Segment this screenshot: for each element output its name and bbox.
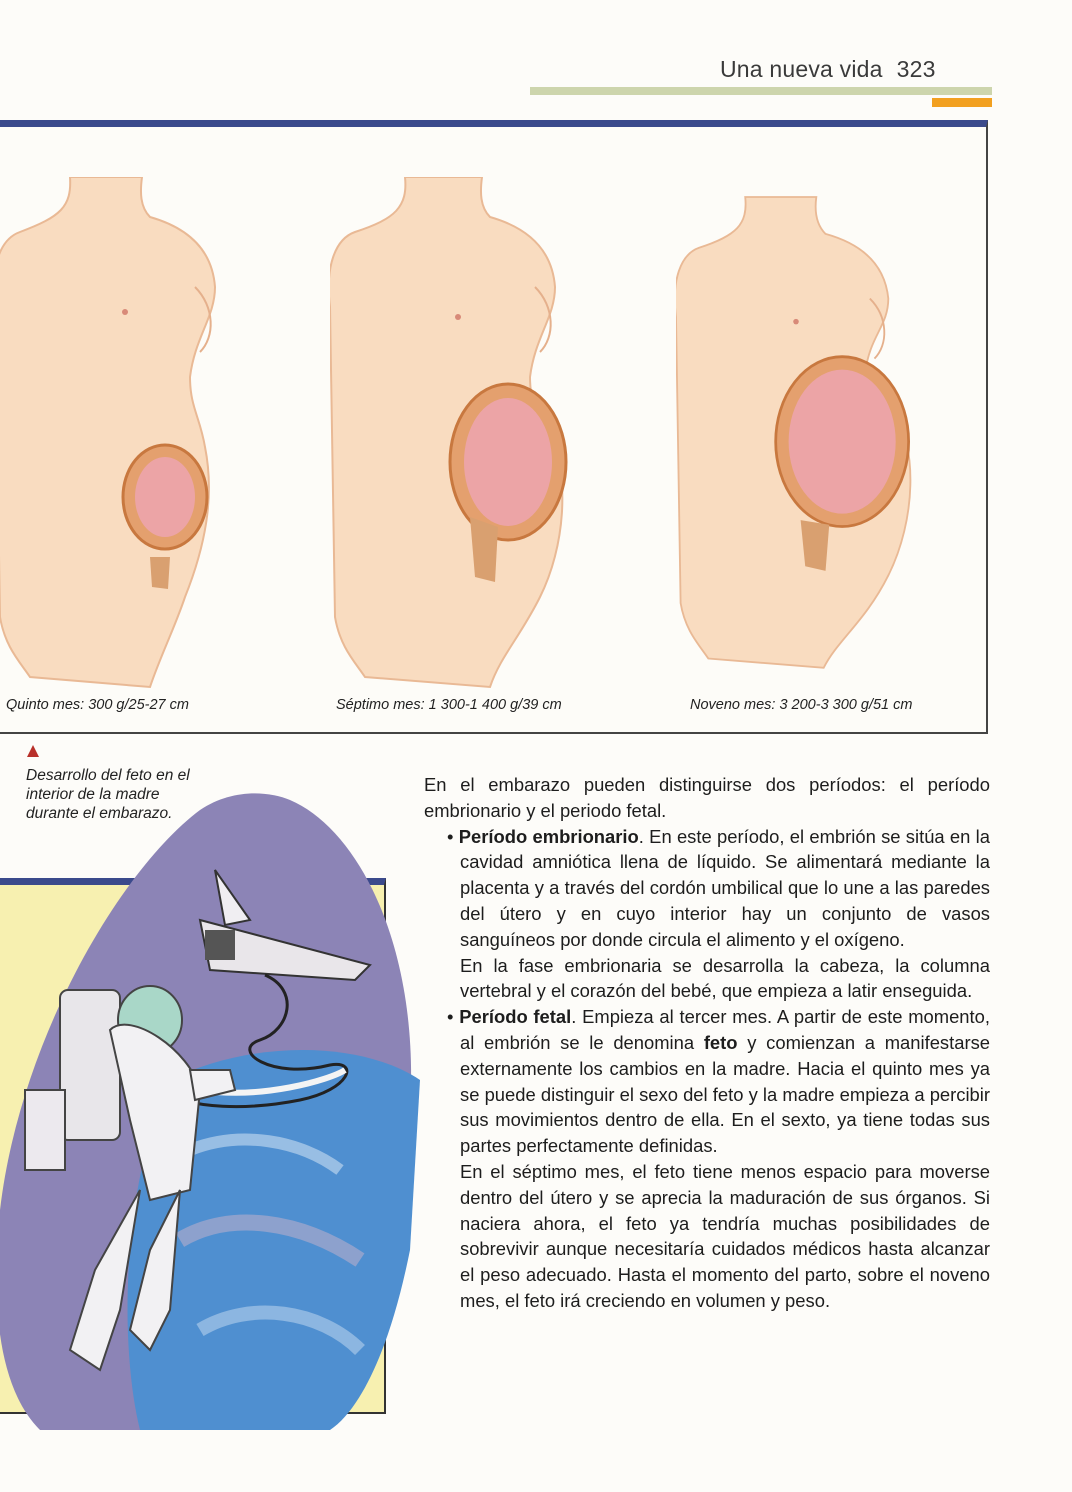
side-caption: Desarrollo del feto en el interior de la madre durante el embarazo. — [26, 767, 190, 822]
item-text: . Empieza al tercer mes. A partir de este momento, al embrión se le denomina — [460, 1006, 990, 1053]
chapter-title — [720, 56, 936, 83]
torso-illustration — [676, 177, 916, 697]
header-bar-green — [530, 87, 992, 95]
embryonic-paragraph-2: En la fase embrionaria se desarrolla la cabeza, la columna vertebral y el corazón del bebé, que empieza a latir enseguida. — [460, 954, 990, 1002]
caption-seventh-month: Séptimo mes: 1 300-1 400 g/39 cm — [336, 697, 562, 713]
item-text: . En este período, el embrión se sitúa en la cavidad amniótica llena de líquido. Se alimentará mediante la placenta y a través del cordón umbilical que lo une a las paredes del útero y en cuyo interior hay un conjunto de vasos sanguíneos por donde circula el alimento y el oxígeno. — [460, 825, 990, 950]
space-scene-image — [0, 790, 430, 1430]
caption-fifth-month: Quinto mes: 300 g/25-27 cm — [6, 697, 189, 713]
header-bar-orange — [932, 98, 992, 107]
torso-illustration — [0, 177, 240, 697]
body-text — [424, 772, 990, 1314]
chapter-title-text: Una nueva vida — [720, 56, 883, 82]
bullet-icon: • — [447, 825, 454, 847]
astronaut-illustration — [0, 790, 430, 1430]
figure-ninth-month — [676, 177, 916, 697]
item-title: Período fetal — [459, 1006, 572, 1028]
fetal-paragraph-2: En el séptimo mes, el feto tiene menos espacio para moverse dentro del útero y se aprecia la maduración de sus órganos. Si naciera ahora, el feto ya tendría muchas posibilidades de sobrevivir aunque necesitaría cuidados médicos hasta alcanzar el peso adecuado. Hasta el momento del parto, sobre el noveno mes, el feto irá creciendo en volumen y peso. — [460, 1160, 990, 1311]
caption-ninth-month: Noveno mes: 3 200-3 300 g/51 cm — [690, 697, 913, 713]
term-feto: feto — [703, 1031, 738, 1053]
caption-marker-icon — [27, 745, 39, 757]
intro-paragraph: En el embarazo pueden distinguirse dos períodos: el período embrionario y el periodo fetal. — [424, 774, 990, 821]
torso-illustration — [330, 177, 570, 697]
page-number: 323 — [896, 56, 936, 82]
bullet-icon: • — [447, 1006, 454, 1028]
item-title: Período embrionario — [458, 825, 639, 847]
list-item-fetal — [447, 1004, 990, 1159]
figure-fifth-month — [0, 177, 240, 697]
list-item-embryonic — [447, 824, 990, 953]
figure-seventh-month — [330, 177, 570, 697]
pregnancy-illustration-panel — [0, 120, 988, 734]
item-text-continued: y comienzan a manifestarse externamente los cambios en la madre. Hacia el quinto mes ya se puede distinguir el sexo del feto y la madre empieza a percibir sus movimientos dentro de ella. En el sexto, ya tiene todas sus partes perfectamente definidas. — [460, 1031, 990, 1157]
